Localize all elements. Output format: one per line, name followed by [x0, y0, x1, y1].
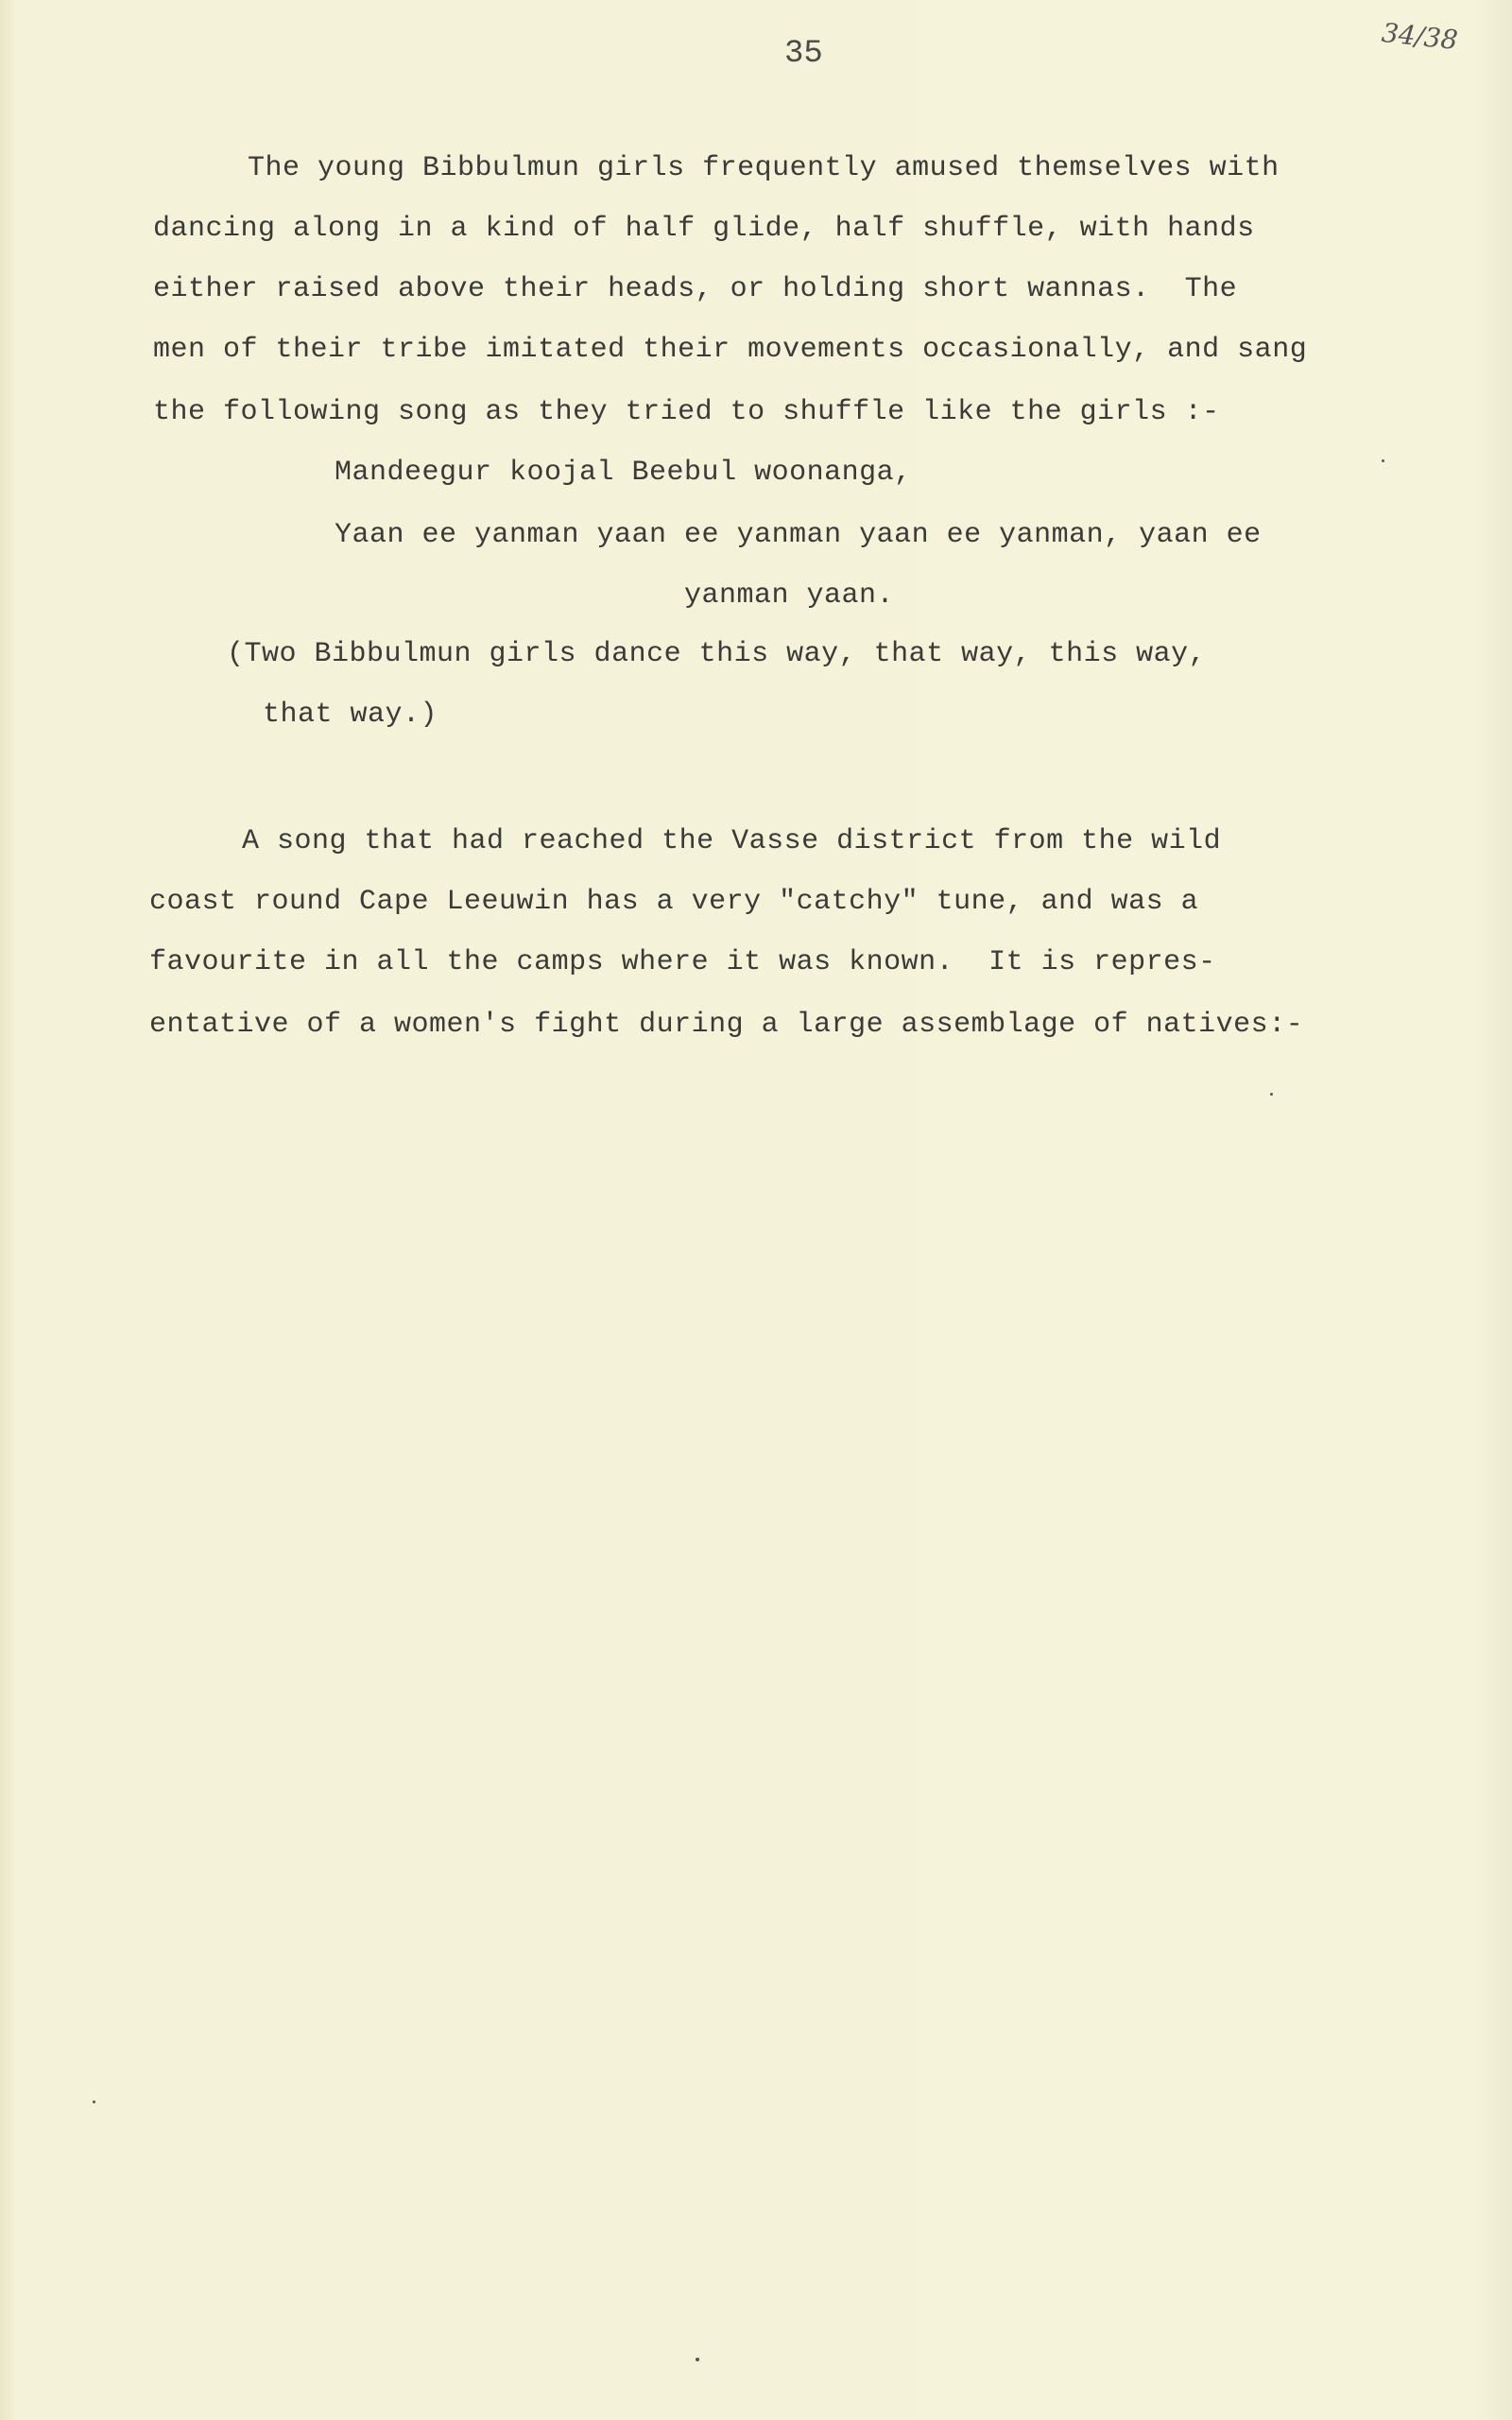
paragraph1-line: either raised above their heads, or holding short wannas. The	[153, 273, 1238, 305]
paragraph2-line: A song that had reached the Vasse district from the wild	[242, 825, 1222, 857]
paragraph2-line: coast round Cape Leeuwin has a very "catchy" tune, and was a	[149, 886, 1199, 918]
paper-speck	[696, 2358, 699, 2361]
paper-speck	[1270, 1093, 1273, 1096]
paper-speck	[1382, 459, 1384, 462]
translation-line: (Two Bibbulmun girls dance this way, that way, this way,	[227, 638, 1207, 670]
song-line: Mandeegur koojal Beebul woonanga,	[335, 457, 912, 489]
paragraph1-line: men of their tribe imitated their movements occasionally, and sang	[153, 334, 1308, 366]
paragraph1-line: The young Bibbulmun girls frequently amused themselves with	[248, 152, 1280, 184]
song-line: yanman yaan.	[684, 579, 895, 612]
paper-speck	[93, 2100, 95, 2103]
paragraph2-line: entative of a women's fight during a large assemblage of natives:-	[149, 1009, 1304, 1041]
paragraph1-line: the following song as they tried to shuffle like the girls :-	[153, 396, 1220, 428]
paragraph2-line: favourite in all the camps where it was known. It is repres-	[149, 946, 1216, 978]
paragraph1-line: dancing along in a kind of half glide, half shuffle, with hands	[153, 213, 1255, 245]
translation-line: that way.)	[263, 699, 438, 731]
page-number: 35	[784, 36, 823, 72]
folio-number: 34/38	[1380, 16, 1460, 57]
song-line: Yaan ee yanman yaan ee yanman yaan ee yanman, yaan ee	[335, 519, 1262, 551]
